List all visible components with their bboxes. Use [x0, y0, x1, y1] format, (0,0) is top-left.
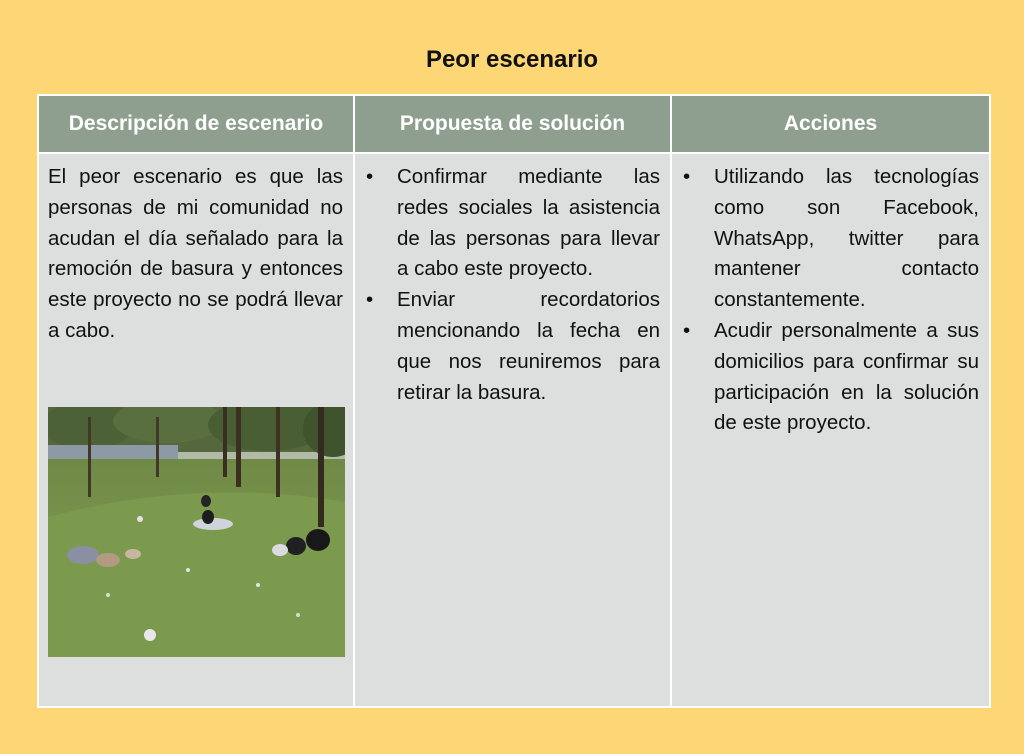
action-text: Acudir personalmente a sus domicilios para confirmar su participación en la solución de este proyecto.: [714, 318, 979, 435]
header-description: Descripción de escenario: [38, 95, 354, 153]
header-proposal: Propuesta de solución: [354, 95, 671, 153]
actions-cell: [671, 153, 990, 707]
action-text: Utilizando las tecnologías como son Facebook, WhatsApp, twitter para mantener contacto constantemente.: [714, 165, 979, 312]
header-actions: Acciones: [671, 95, 990, 153]
list-item: [681, 316, 979, 439]
description-text: El peor escenario es que las personas de mi comunidad no acudan el día señalado para la remoción de basura y entonces este proyecto no se podrá llevar a cabo.: [48, 165, 343, 342]
table-header-row: [38, 95, 990, 153]
table-row: [38, 153, 990, 707]
page-title: Peor escenario: [425, 46, 599, 73]
bullet-icon: •: [366, 288, 374, 312]
description-cell: [38, 153, 354, 707]
bullet-icon: •: [683, 165, 691, 188]
list-item: [364, 285, 660, 408]
list-item: [681, 162, 979, 316]
scenario-table: [37, 94, 991, 708]
bullet-icon: •: [366, 165, 374, 188]
proposal-cell: [354, 153, 671, 707]
proposal-text: Confirmar mediante las redes sociales la asistencia de las personas para llevar a cabo este proyecto.: [397, 165, 660, 281]
proposal-list: [364, 162, 660, 408]
bullet-icon: •: [683, 318, 691, 342]
proposal-text: Enviar recordatorios mencionando la fecha en que nos reuniremos para retirar la basura.: [397, 288, 660, 404]
list-item: [364, 162, 660, 285]
actions-list: [681, 162, 979, 439]
littered-park-photo: [48, 407, 345, 657]
